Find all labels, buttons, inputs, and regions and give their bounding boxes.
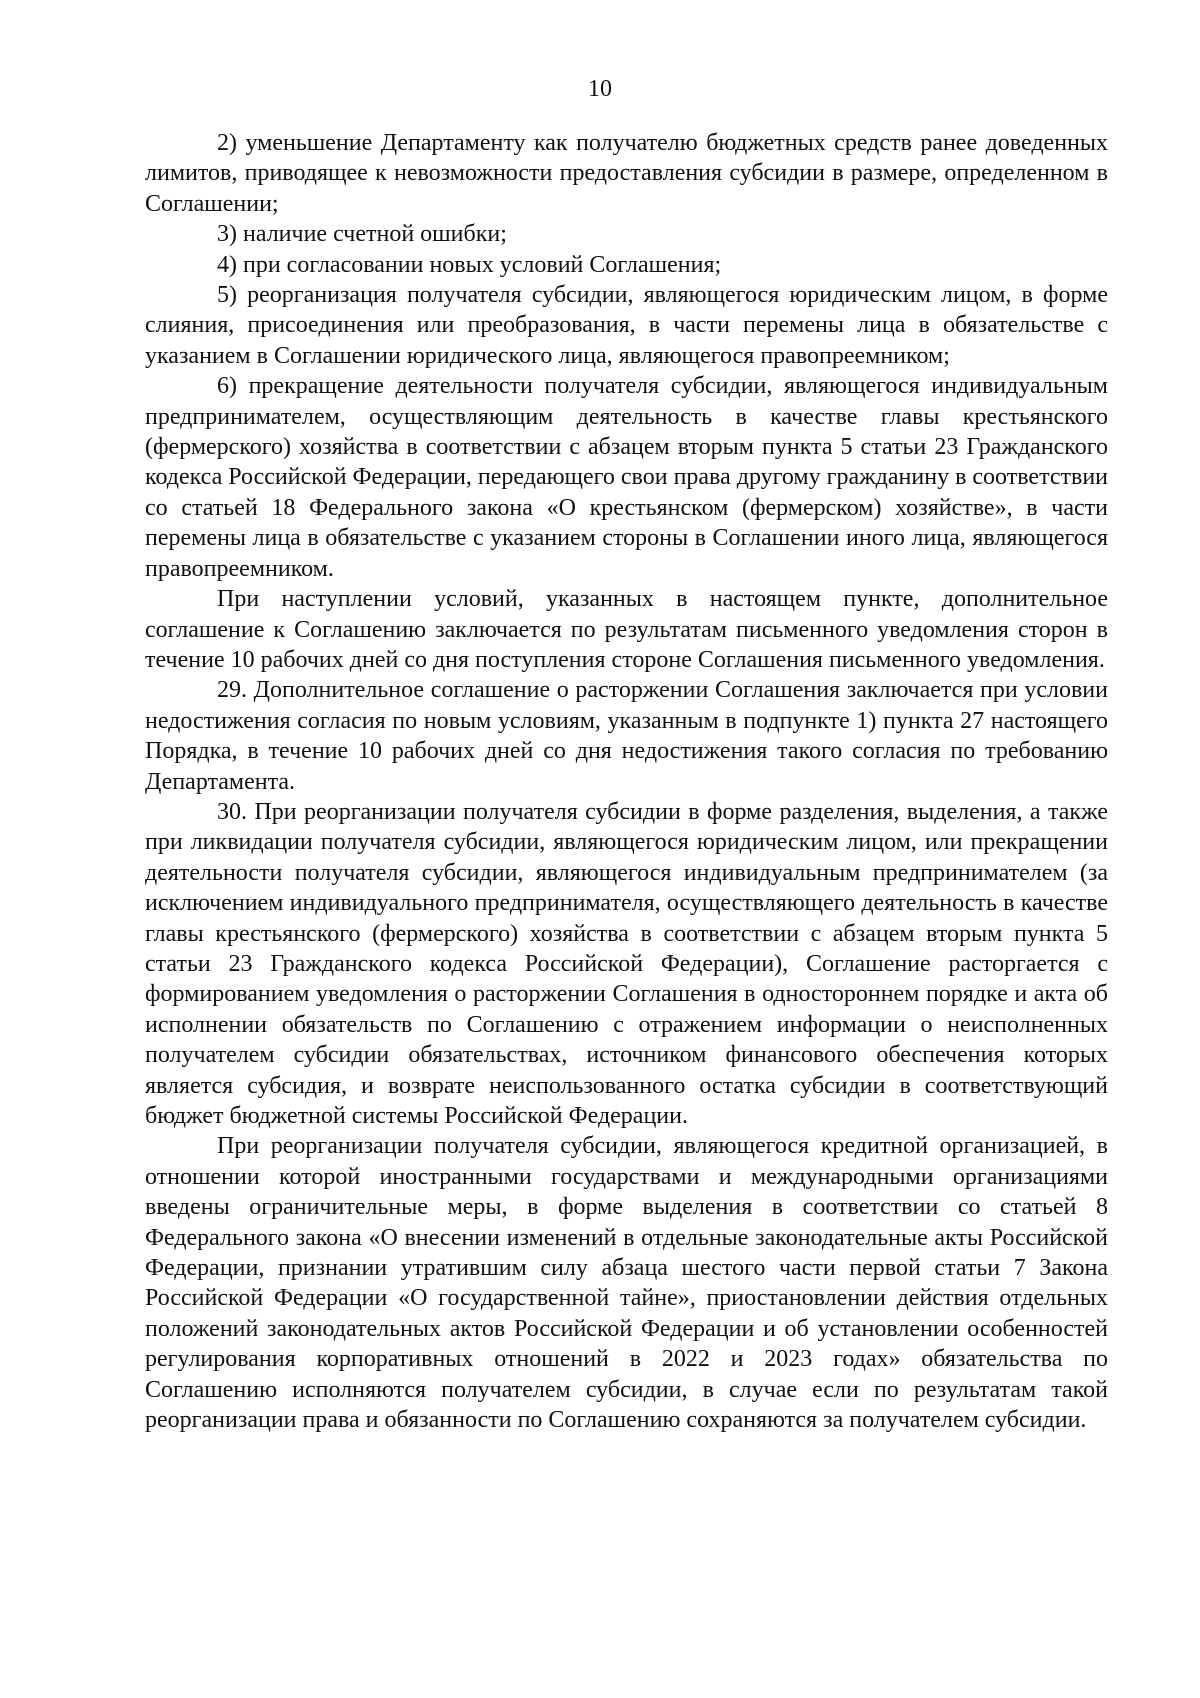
paragraph-clause-29: 29. Дополнительное соглашение о расторжении Соглашения заключается при условии недостижения согласия по новым условиям, указанным в подпункте 1) пункта 27 настоящего Порядка, в течение 10 рабочих дней со дня недостижения такого согласия по требованию Департамента. xyxy=(145,677,1108,795)
paragraph-clause-30: 30. При реорганизации получателя субсидии в форме разделения, выделения, а также при ликвидации получателя субсидии, являющегося юридическим лицом, или прекращении деятельности получателя субсидии, являющегося индивидуальным предпринимателем (за исключением индивидуального предпринимателя, осуществляющего деятельность в качестве главы крестьянского (фермерского) хозяйства в соответствии с абзацем вторым пункта 5 статьи 23 Гражданского кодекса Российской Федерации), Соглашение расторгается с формированием уведомления о расторжении Соглашения в одностороннем порядке и акта об исполнении обязательств по Соглашению с отражением информации о неисполненных получателем субсидии обязательствах, источником финансового обеспечения которых является субсидия, и возврате неиспользованного остатка субсидии в соответствующий бюджет бюджетной системы Российской Федерации. xyxy=(145,798,1108,1129)
paragraph-item-3-counting-error: 3) наличие счетной ошибки; xyxy=(217,221,507,248)
paragraph-credit-organization-reorganization: При реорганизации получателя субсидии, являющегося кредитной организацией, в отношении которой иностранными государствами и международными организациями введены ограничительные меры, в форме выделения в соответствии со статьей 8 Федерального закона «О внесении изменений в отдельные законодательные акты Российской Федерации, признании утратившим силу абзаца шестого части первой статьи 7 Закона Российской Федерации «О государственной тайне», приостановлении действия отдельных положений законодательных актов Российской Федерации и об установлении особенностей регулирования корпоративных отношений в 2022 и 2023 годах» обязательства по Соглашению исполняются получателем субсидии, в случае если по результатам такой реорганизации права и обязанности по Соглашению сохраняются за получателем субсидии. xyxy=(145,1133,1108,1434)
document-body xyxy=(145,128,1108,1435)
paragraph-item-6-termination-of-activity: 6) прекращение деятельности получателя субсидии, являющегося индивидуальным предпринимателем, осуществляющим деятельность в качестве главы крестьянского (фермерского) хозяйства в соответствии с абзацем вторым пункта 5 статьи 23 Гражданского кодекса Российской Федерации, передающего свои права другому гражданину в соответствии со статьей 18 Федерального закона «О крестьянском (фермерском) хозяйстве», в части перемены лица в обязательстве с указанием стороны в Соглашении иного лица, являющегося правопреемником. xyxy=(145,373,1109,582)
paragraph-item-4-new-conditions: 4) при согласовании новых условий Соглашения; xyxy=(217,251,722,278)
paragraph-item-2-reduction-of-limits: 2) уменьшение Департаменту как получателю бюджетных средств ранее доведенных лимитов, приводящее к невозможности предоставления субсидии в размере, определенном в Соглашении; xyxy=(145,130,1108,217)
paragraph-item-5-reorganization: 5) реорганизация получателя субсидии, являющегося юридическим лицом, в форме слияния, присоединения или преобразования, в части перемены лица в обязательстве с указанием в Соглашении юридического лица, являющегося правопреемником; xyxy=(145,282,1108,369)
page-number: 10 xyxy=(588,76,612,102)
paragraph-additional-agreement-conditions: При наступлении условий, указанных в настоящем пункте, дополнительное соглашение к Соглашению заключается по результатам письменного уведомления сторон в течение 10 рабочих дней со дня поступления стороне Соглашения письменного уведомления. xyxy=(145,586,1108,673)
